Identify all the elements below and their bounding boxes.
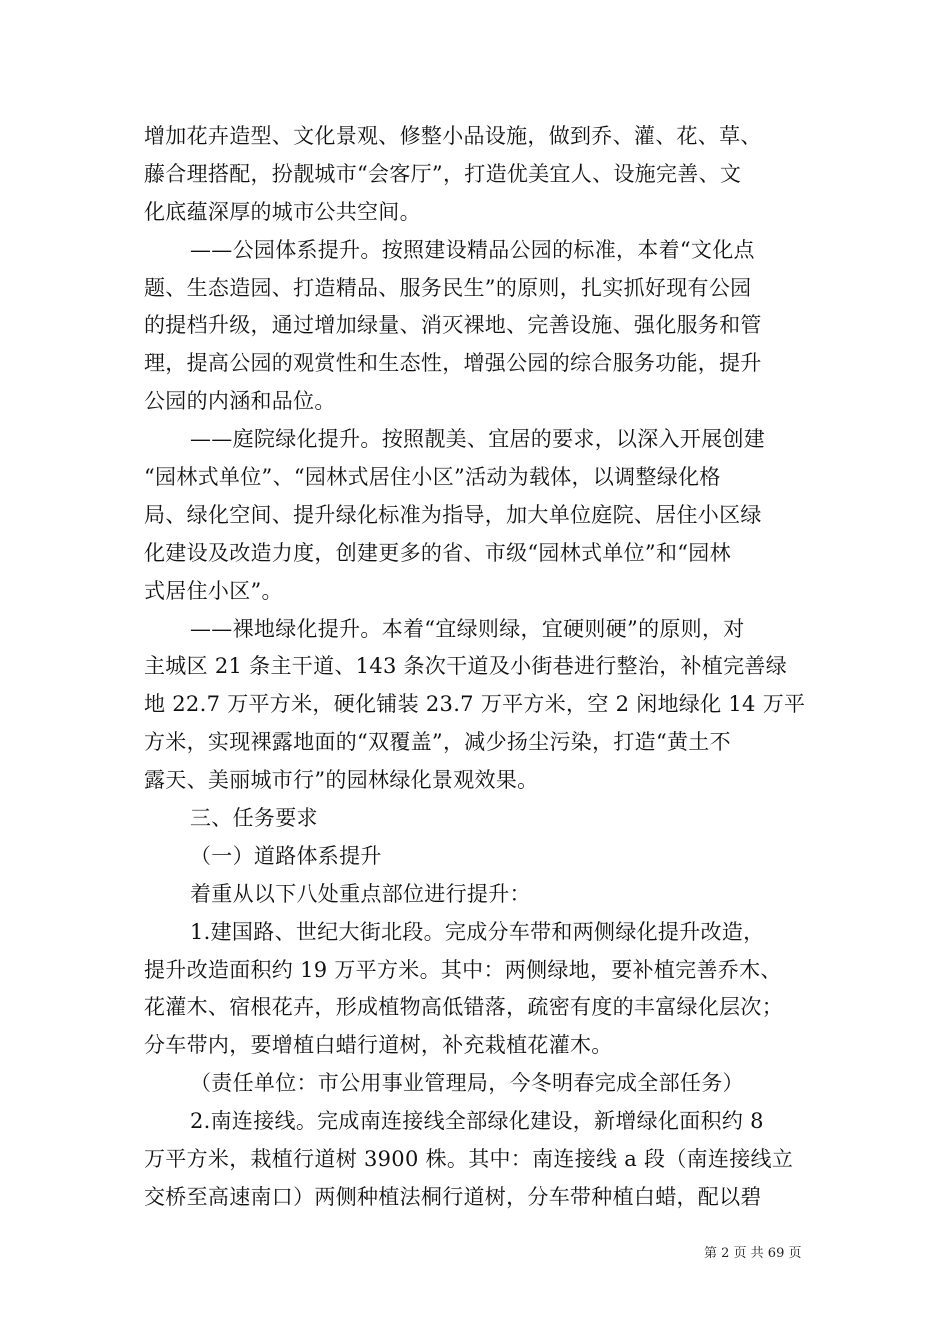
page-number: 第 2 页 共 69 页 [704, 1246, 802, 1261]
text-line: 题、生态造园、打造精品、服务民生”的原则，扎实抓好现有公园 [144, 275, 752, 300]
text-line: 化建设及改造力度，创建更多的省、市级“园林式单位”和“园林 [144, 540, 731, 565]
text-line: 露天、美丽城市行”的园林绿化景观效果。 [144, 768, 539, 793]
text-line: 方米，实现裸露地面的“双覆盖”，减少扬尘污染，打造“黄土不 [144, 730, 731, 755]
text-line: 藤合理搭配，扮靓城市“会客厅”，打造优美宜人、设施完善、文 [144, 161, 742, 186]
text-line: 着重从以下八处重点部位进行提升： [190, 881, 531, 906]
text-line: 增加花卉造型、文化景观、修整小品设施，做到乔、灌、花、草、 [144, 124, 762, 148]
text-line: 交桥至高速南口）两侧种植法桐行道树，分车带种植白蜡，配以碧 [144, 1184, 762, 1209]
text-line: 花灌木、宿根花卉，形成植物高低错落，疏密有度的丰富绿化层次； [144, 995, 783, 1020]
text-line: 提升改造面积约 19 万平方米。其中：两侧绿地，要补植完善乔木、 [144, 957, 782, 982]
text-line: 2.南连接线。完成南连接线全部绿化建设，新增绿化面积约 8 [190, 1109, 764, 1134]
subsection-heading: （一）道路体系提升 [190, 843, 382, 868]
text-line: 万平方米，栽植行道树 3900 株。其中：南连接线 a 段（南连接线立 [144, 1147, 794, 1172]
text-line: 1.建国路、世纪大街北段。完成分车带和两侧绿化提升改造， [190, 919, 765, 944]
text-line: ——庭院绿化提升。按照靓美、宜居的要求，以深入开展创建 [190, 427, 766, 452]
text-line: 式居住小区”。 [144, 578, 283, 603]
text-line: 公园的内涵和品位。 [144, 389, 336, 414]
text-line: 分车带内，要增植白蜡行道树，补充栽植花灌木。 [144, 1033, 613, 1058]
text-line: 化底蕴深厚的城市公共空间。 [144, 199, 421, 224]
text-line: “园林式单位”、“园林式居住小区”活动为载体，以调整绿化格 [144, 465, 721, 490]
text-line: 理，提高公园的观赏性和生态性，增强公园的综合服务功能，提升 [144, 351, 762, 376]
document-body [144, 118, 808, 1217]
text-line: ——裸地绿化提升。本着“宜绿则绿，宜硬则硬”的原则，对 [190, 616, 745, 641]
section-heading: 三、任务要求 [190, 806, 318, 831]
text-line: 的提档升级，通过增加绿量、消灭裸地、完善设施、强化服务和管 [144, 313, 762, 338]
text-line: 局、绿化空间、提升绿化标准为指导，加大单位庭院、居住小区绿 [144, 502, 762, 527]
text-line: 地 22.7 万平方米，硬化铺装 23.7 万平方米，空 2 闲地绿化 14 万平 [144, 692, 806, 717]
responsibility-note: （责任单位：市公用事业管理局，今冬明春完成全部任务） [190, 1071, 744, 1096]
text-line: ——公园体系提升。按照建设精品公园的标准，本着“文化点 [190, 237, 755, 262]
text-line: 主城区 21 条主干道、143 条次干道及小街巷进行整治，补植完善绿 [144, 654, 788, 679]
